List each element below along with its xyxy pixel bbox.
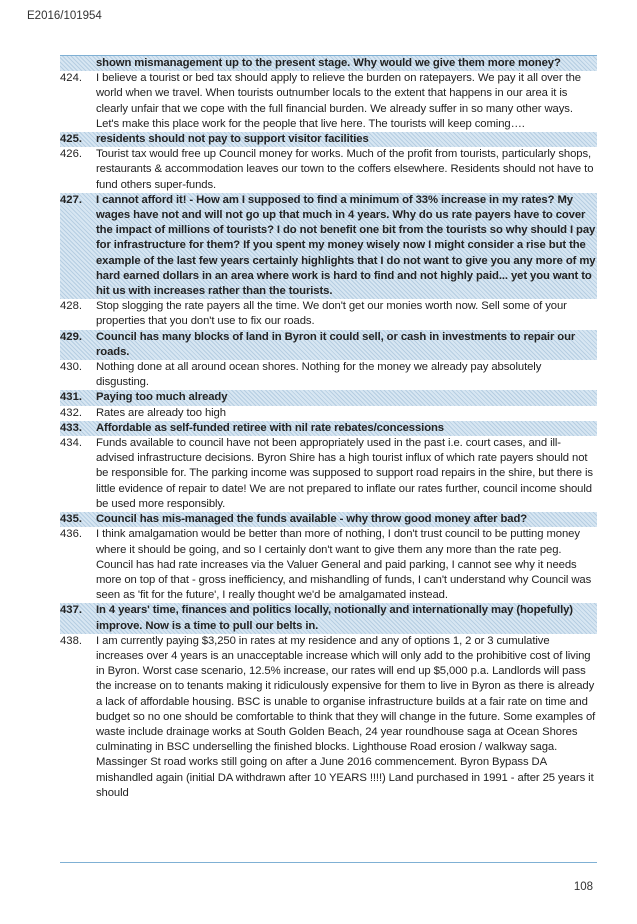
- row-text: Funds available to council have not been appropriately used in the past i.e. court cases, and ill-advised infrastructure decisions. Byron Shire has a high tourist influx of which rate payers should not be responsible for. The parking income was supposed to support road repairs in the shire, but there is little evidence of repair to date! We are not prepared to inflate our rates further, council income should be used more responsibly.: [96, 437, 593, 510]
- row-number: 433.: [60, 421, 82, 434]
- row-text: Stop slogging the rate payers all the time. We don't get our monies worth now. Sell some of your properties that you don't use to fix our roads.: [96, 300, 567, 328]
- row-number: 430.: [60, 361, 82, 374]
- row-text: I cannot afford it! - How am I supposed to find a minimum of 33% increase in my rates? My wages have not and will not go up that much in 4 years. Why do us rate payers have to cover the impact of millions of tourists? I do not benefit one bit from the tourists so why should I pay for infrastructure for them? If you spent my money wisely now I might consider a rise but the example of the last few years certainly highlights that I do not want to give you any more of my hard earned dollars in an area where work is hard to find and not highly paid... yet you want to hit us with increases rather than the tourists.: [96, 193, 596, 298]
- table-row: [60, 406, 597, 421]
- row-text: Affordable as self-funded retiree with nil rate rebates/concessions: [96, 421, 444, 434]
- document-reference: E2016/101954: [27, 10, 102, 22]
- row-number: 431.: [60, 391, 82, 404]
- row-text: Council has many blocks of land in Byron it could sell, or cash in investments to repair our roads.: [96, 330, 576, 358]
- row-text: Paying too much already: [96, 391, 228, 404]
- table-row: [60, 436, 597, 512]
- table-bottom-rule: [60, 862, 597, 863]
- table-row: [60, 330, 597, 360]
- page-number: 108: [573, 881, 593, 893]
- table-row: [60, 390, 597, 405]
- row-number: 427.: [60, 193, 82, 206]
- row-number: 436.: [60, 528, 82, 541]
- table-row: [60, 132, 597, 147]
- row-text: In 4 years' time, finances and politics locally, notionally and internationally may (hopefully) improve. Now is a time to pull our belts in.: [96, 604, 573, 632]
- row-text: Rates are already too high: [96, 406, 226, 419]
- row-number: 434.: [60, 437, 82, 450]
- row-number: 425.: [60, 133, 82, 146]
- row-text: shown mismanagement up to the present stage. Why would we give them more money?: [96, 57, 561, 69]
- row-number: 426.: [60, 148, 82, 161]
- row-number: 432.: [60, 406, 82, 419]
- row-number: 438.: [60, 634, 82, 647]
- table-row: [60, 634, 597, 801]
- table-row: [60, 193, 597, 299]
- row-number: 435.: [60, 513, 82, 526]
- table-row: [60, 71, 597, 132]
- row-text: Tourist tax would free up Council money for works. Much of the profit from tourists, particularly shops, restaurants & accommodation leaves our town to the coffers elsewhere. Residents should not have to fund others super-funds.: [96, 148, 594, 191]
- table-row: [60, 56, 597, 71]
- row-text: Council has mis-managed the funds available - why throw good money after bad?: [96, 513, 528, 526]
- table-row: [60, 421, 597, 436]
- row-text: Nothing done at all around ocean shores. Nothing for the money we already pay absolutely disgusting.: [96, 361, 542, 389]
- row-text: I am currently paying $3,250 in rates at my residence and any of options 1, 2 or 3 cumulative increases over 4 years is an unacceptable increase which will only add to the prohibitive cost of living in Byron. Worst case scenario, 12.5% increase, our rates will end up $5,000 p.a. Landlords will pass the increase on to tenants making it ridiculously expensive for them to live in Byron as there is already a lack of affordable housing. BSC is unable to organise infrastructure builds at a fair rate on time and budget so no one should be comfortable to think that they will change in the future. Some examples of waste include drainage works at South Golden Beach, 24 year roundhouse saga at Ocean Shores culminating in BSC underselling the finished blocks. Lighthouse Road erosion / walkway saga. Massinger St road works still going on after a June 2016 commencement. Byron Bypass DA mishandled again (initial DA withdrawn after 10 YEARS !!!!) Land purchased in 1991 - after 25 years it should: [96, 634, 596, 799]
- row-number: 428.: [60, 300, 82, 313]
- table-row: [60, 299, 597, 329]
- table-row: [60, 512, 597, 527]
- row-text: I think amalgamation would be better than more of nothing, I don't trust council to be putting money where it should be going, and so I certainly don't want to give them any more than the rate peg. Council has had rate increases via the Valuer General and paid parking, I cannot see why it needs more on top of that - gross inefficiency, and mishandling of funds, I can't understand why Council was seen as 'fit for the future', I really thought we'd be amalgamated instead.: [96, 528, 592, 602]
- row-text: I believe a tourist or bed tax should apply to relieve the burden on ratepayers. We pay it all over the world when we travel. When tourists outnumber locals to the extent that happens in our area it is clearly unfair that we cope with the full financial burden. We already suffer in so many other ways. Let's make this place work for the people that live here. The tourists will keep coming….: [96, 72, 581, 130]
- row-number: 429.: [60, 330, 82, 343]
- row-text: residents should not pay to support visitor facilities: [96, 133, 369, 146]
- table-row: [60, 603, 597, 633]
- row-number: 424.: [60, 72, 82, 85]
- table-row: [60, 147, 597, 193]
- table-row: [60, 527, 597, 603]
- table-row: [60, 360, 597, 390]
- submissions-table: [60, 56, 597, 801]
- row-number: 437.: [60, 604, 82, 617]
